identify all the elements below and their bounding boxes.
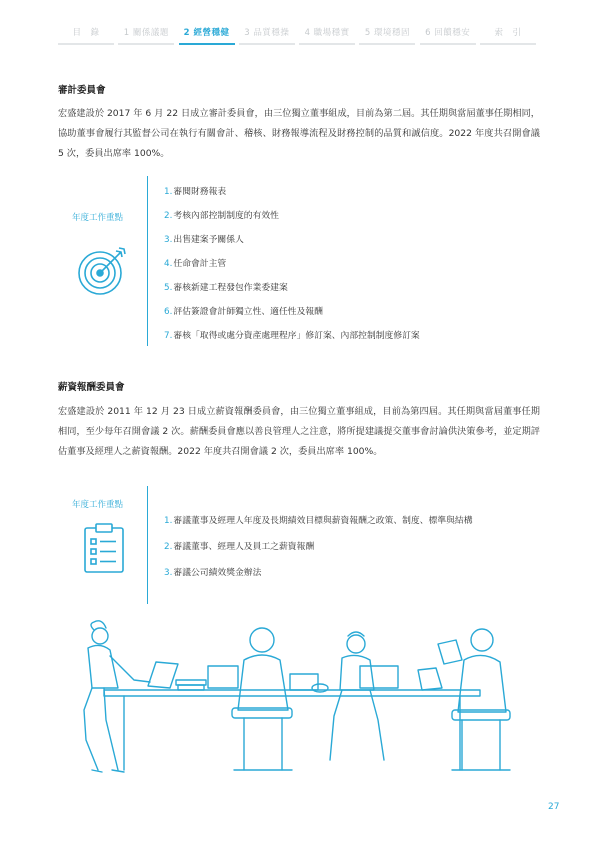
list-item: 5.審核新建工程發包作業委建案: [164, 283, 288, 293]
section-nav: [58, 26, 536, 45]
compensation-committee-paragraph: 宏盛建設於 2011 年 12 月 23 日成立薪資報酬委員會，由三位獨立董事組成，目前為第四屆。其任期與當屆董事任期相同，至少每年召開會議 2 次。薪酬委員會應以善良管理人之注意，將所提建議提交董事會討論供決策參考，並定期評估董事及經理人之薪資報酬。2022 年度共召開會議 2 次，委員出席率 100%。: [58, 406, 540, 457]
list-item: 1.審閱財務報表: [164, 187, 227, 197]
audit-focus-label: 年度工作重點: [72, 213, 124, 223]
list-item: 3.審議公司績效獎金辦法: [164, 568, 262, 578]
clipboard-checklist-icon: [82, 522, 126, 574]
list-item: 4.任命會計主管: [164, 259, 227, 269]
tab-relations[interactable]: 1 關係議題: [118, 26, 174, 45]
list-item: 6.評估簽證會計師獨立性、適任性及報酬: [164, 307, 323, 317]
compensation-focus-label: 年度工作重點: [72, 500, 124, 510]
tab-quality[interactable]: 3 品質穩操: [239, 26, 295, 45]
list-item: 2.考核內部控制制度的有效性: [164, 211, 279, 221]
tab-index[interactable]: 索 引: [480, 26, 536, 45]
audit-committee-title: 審計委員會: [58, 85, 106, 96]
page-number: 27: [548, 802, 560, 812]
tab-contents[interactable]: 目 錄: [58, 26, 114, 45]
list-item: 7.審核「取得或處分資產處理程序」修訂案、內部控制制度修訂案: [164, 331, 420, 341]
tab-operations[interactable]: 2 經營穩健: [179, 26, 235, 45]
compensation-committee-title: 薪資報酬委員會: [58, 382, 125, 393]
target-icon: [76, 246, 130, 296]
compensation-focus-list: [164, 513, 473, 591]
list-item: 1.審議董事及經理人年度及長期績效目標與薪資報酬之政策、制度、標準與結構: [164, 516, 473, 526]
tab-workplace[interactable]: 4 職場穩實: [299, 26, 355, 45]
tab-feedback[interactable]: 6 回饋穩安: [420, 26, 476, 45]
list-item: 2.審議董事、經理人及員工之薪資報酬: [164, 542, 315, 552]
tab-environment[interactable]: 5 環境穩固: [359, 26, 415, 45]
audit-focus-list: [164, 184, 420, 352]
audit-divider: [147, 176, 148, 346]
audit-committee-paragraph: 宏盛建設於 2017 年 6 月 22 日成立審計委員會，由三位獨立董事組成，目前為第二屆。其任期與當屆董事任期相同，協助董事會履行其監督公司在執行有關會計、稽核、財務報導流程及財務控制的品質和誠信度。2022 年度共召開會議 5 次，委員出席率 100%。: [58, 108, 540, 159]
office-meeting-illustration: [58, 620, 538, 780]
list-item: 3.出售建案予關係人: [164, 235, 244, 245]
compensation-divider: [147, 486, 148, 604]
